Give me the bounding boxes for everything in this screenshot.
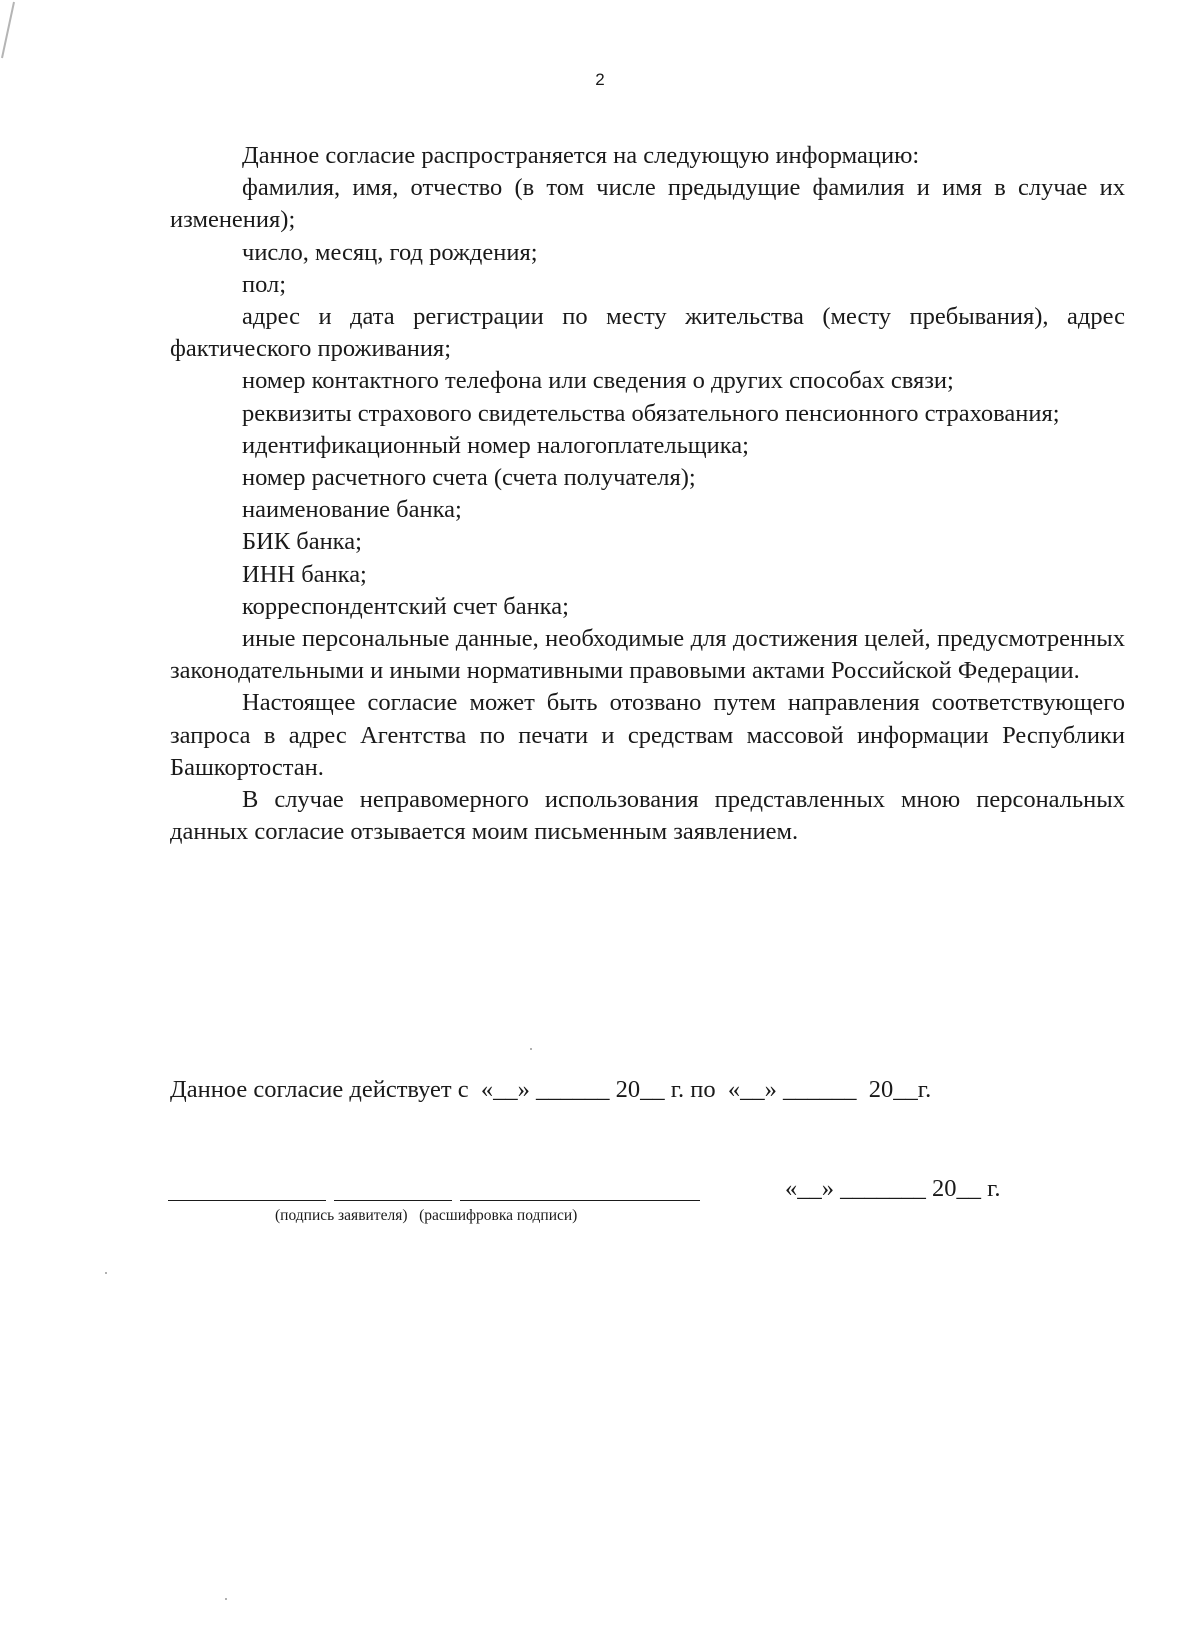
- paragraph-full-name: фамилия, имя, отчество (в том числе предыдущие фамилия и имя в случае их изменения);: [170, 174, 1125, 234]
- paragraph-sex: пол;: [242, 270, 287, 298]
- paragraph-corr-account: корреспондентский счет банка;: [242, 592, 569, 620]
- signature-lines: [168, 1182, 708, 1202]
- paragraph-insurance: реквизиты страхового свидетельства обязательного пенсионного страхования;: [242, 399, 1060, 427]
- paragraph-revocation: Настоящее согласие может быть отозвано путем направления соответствующего запроса в адрес Агентства по печати и средствам массовой информации Республики Башкортостан.: [170, 689, 1125, 781]
- page-number: 2: [595, 70, 605, 89]
- scan-edge-mark: [0, 0, 24, 60]
- paragraph-phone: номер контактного телефона или сведения о других способах связи;: [242, 367, 954, 395]
- scan-speck: [225, 1598, 227, 1600]
- paragraph-bank-inn: ИНН банка;: [242, 560, 367, 588]
- paragraph-other-data: иные персональные данные, необходимые для достижения целей, предусмотренных законодательными и иными нормативными правовыми актами Российской Федерации.: [170, 625, 1125, 685]
- paragraph-account: номер расчетного счета (счета получателя);: [242, 464, 696, 492]
- signature-date: «__» _______ 20__ г.: [785, 1175, 1001, 1202]
- paragraph-bik: БИК банка;: [242, 528, 362, 556]
- scan-speck: [105, 1272, 107, 1274]
- paragraph-misuse: В случае неправомерного использования представленных мною персональных данных согласие отзывается моим письменным заявлением.: [170, 786, 1125, 846]
- validity-period-line: Данное согласие действует с «__» ______ 20__ г. по «__» ______ 20__г.: [170, 1076, 932, 1103]
- signature-blank: [168, 1200, 326, 1201]
- scan-speck: [530, 1048, 532, 1050]
- paragraph-address: адрес и дата регистрации по месту жительства (месту пребывания), адрес фактического проживания;: [170, 303, 1125, 363]
- paragraph-birth-date: число, месяц, год рождения;: [242, 238, 538, 266]
- signature-blank-2: [334, 1200, 452, 1201]
- signature-decoding-blank: [460, 1200, 700, 1201]
- paragraph-intro: Данное согласие распространяется на следующую информацию:: [242, 142, 920, 169]
- paragraph-bank-name: наименование банка;: [242, 496, 462, 524]
- signature-caption: (подпись заявителя) (расшифровка подписи): [275, 1207, 578, 1224]
- paragraph-inn: идентификационный номер налогоплательщика;: [242, 431, 749, 459]
- consent-body: [170, 140, 1125, 848]
